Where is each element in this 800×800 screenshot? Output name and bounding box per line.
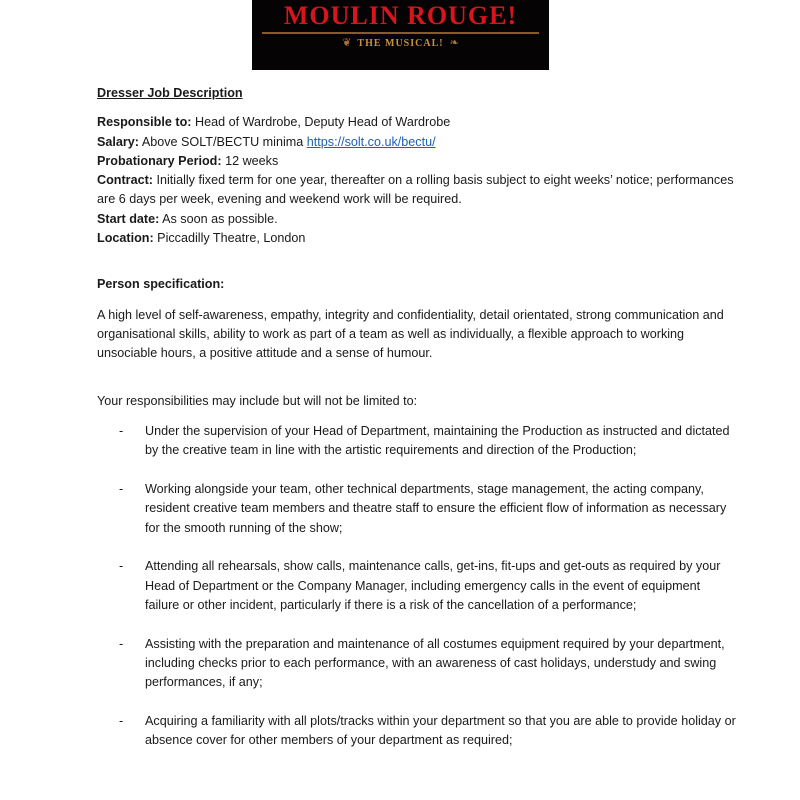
- dash-bullet-icon: -: [119, 481, 124, 496]
- dash-bullet-icon: -: [119, 423, 124, 438]
- list-item: [97, 712, 737, 751]
- meta-value: Piccadilly Theatre, London: [157, 231, 306, 246]
- list-item: [97, 635, 737, 693]
- meta-value: As soon as possible.: [162, 211, 278, 226]
- bectu-link[interactable]: https://solt.co.uk/bectu/: [306, 134, 436, 149]
- logo-scroll-ornament-icon: ❧: [449, 37, 459, 49]
- document-title: Dresser Job Description: [97, 86, 243, 100]
- dash-bullet-icon: -: [119, 559, 124, 574]
- meta-value: Head of Wardrobe, Deputy Head of Wardrobe: [194, 115, 451, 130]
- meta-location: [97, 229, 737, 248]
- meta-probationary-period: [97, 152, 737, 171]
- meta-label: Contract:: [97, 173, 153, 188]
- meta-label: Probationary Period:: [97, 153, 222, 168]
- meta-responsible-to: [97, 113, 737, 132]
- moulin-rouge-logo: [252, 0, 549, 70]
- job-description-document: [97, 84, 737, 770]
- responsibility-text: Attending all rehearsals, show calls, maintenance calls, get-ins, fit-ups and get-outs as required by your Head of Department or the Company Manager, including emergency calls in the event of equipment failure or other incident, particularly if there is a risk of the cancellation of a performance;: [145, 559, 721, 612]
- person-spec-text: A high level of self-awareness, empathy, integrity and confidentiality, detail orientated, strong communication and organisational skills, ability to work as part of a team as well as individually, a flexible approach to working unsociable hours, a positive attitude and a sense of humour.: [97, 307, 724, 361]
- logo-subtitle-row: [342, 37, 459, 50]
- list-item: [97, 422, 737, 461]
- responsibility-text: Working alongside your team, other technical departments, stage management, the acting company, resident creative team members and theatre staff to ensure the efficient flow of information as necessary for the smooth running of the show;: [145, 481, 727, 535]
- logo-ornament-rule: [262, 32, 539, 34]
- meta-contract: [97, 171, 737, 210]
- responsibility-text: Under the supervision of your Head of Department, maintaining the Production as instructed and dictated by the creative team in line with the artistic requirements and direction of the Production;: [145, 423, 730, 458]
- person-spec-heading: Person specification:: [97, 277, 225, 292]
- logo-subtitle: THE MUSICAL!: [357, 38, 444, 49]
- meta-value: 12 weeks: [225, 153, 279, 168]
- meta-label: Start date:: [97, 211, 160, 226]
- meta-label: Salary:: [97, 134, 140, 149]
- meta-value: Above SOLT/BECTU minima: [141, 134, 304, 149]
- responsibilities-intro: Your responsibilities may include but will not be limited to:: [97, 393, 418, 408]
- responsibility-text: Assisting with the preparation and maintenance of all costumes equipment required by your department, including checks prior to each performance, with an awareness of cast holidays, understudy and swing performances, if any;: [145, 636, 725, 690]
- list-item: [97, 480, 737, 538]
- responsibilities-list: [97, 422, 737, 751]
- meta-label: Responsible to:: [97, 115, 192, 130]
- meta-salary: [97, 133, 737, 152]
- logo-title: MOULIN ROUGE!: [283, 1, 518, 30]
- dash-bullet-icon: -: [119, 714, 124, 729]
- meta-value: Initially fixed term for one year, thereafter on a rolling basis subject to eight weeks’ notice; performances are 6 days per week, evening and weekend work will be required.: [97, 173, 734, 207]
- list-item: [97, 557, 737, 615]
- logo-scroll-ornament-icon: ❦: [342, 37, 352, 49]
- dash-bullet-icon: -: [119, 636, 124, 651]
- meta-label: Location:: [97, 231, 154, 246]
- responsibility-text: Acquiring a familiarity with all plots/tracks within your department so that you are able to provide holiday or absence cover for other members of your department as required;: [145, 714, 736, 748]
- meta-start-date: [97, 210, 737, 229]
